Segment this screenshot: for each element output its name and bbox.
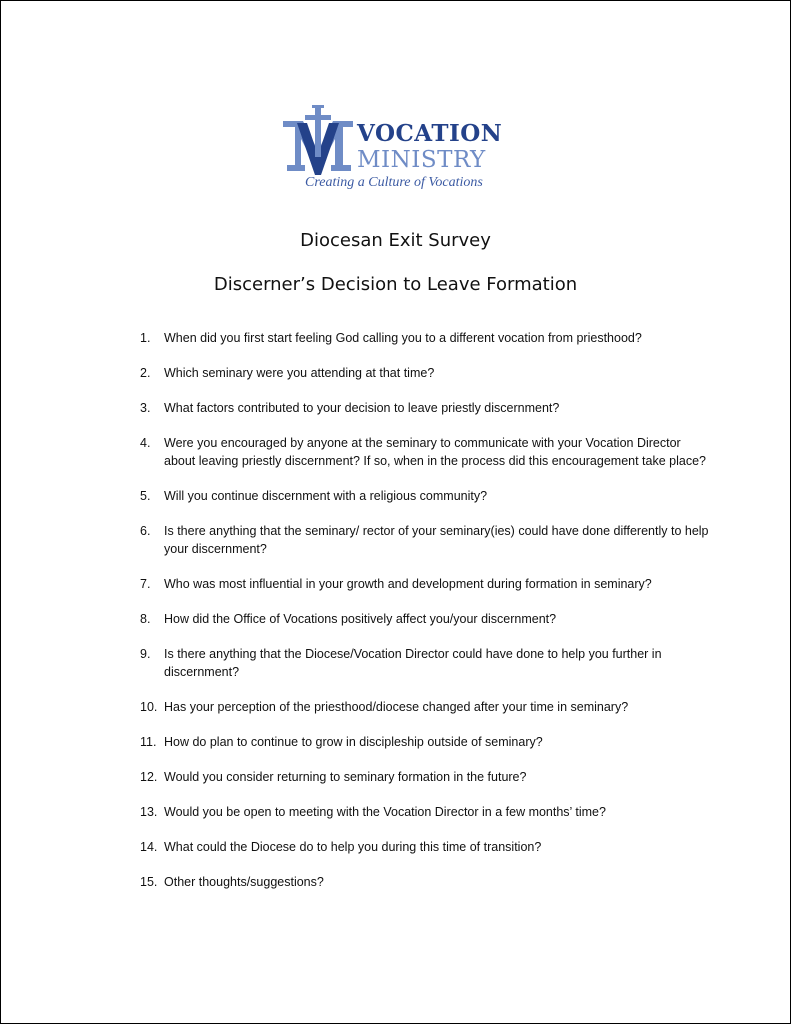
question-item bbox=[1, 698, 790, 716]
question-number: 2. bbox=[140, 366, 151, 380]
question-item bbox=[1, 329, 790, 347]
question-number: 12. bbox=[140, 770, 158, 784]
question-text: Other thoughts/suggestions? bbox=[164, 875, 324, 889]
question-number: 8. bbox=[140, 612, 151, 626]
question-item bbox=[1, 873, 790, 891]
question-item bbox=[1, 803, 790, 821]
question-list bbox=[1, 329, 790, 908]
question-text: Will you continue discernment with a religious community? bbox=[164, 489, 488, 503]
question-item bbox=[1, 645, 790, 681]
logo-tagline: Creating a Culture of Vocations bbox=[305, 175, 483, 190]
question-text: Is there anything that the seminary/ rector of your seminary(ies) could have done differently to help your discernment? bbox=[164, 524, 709, 556]
question-item bbox=[1, 434, 790, 470]
question-item bbox=[1, 733, 790, 751]
question-text: Would you be open to meeting with the Vocation Director in a few months’ time? bbox=[164, 805, 606, 819]
logo-word-vocation: VOCATION bbox=[357, 120, 503, 147]
question-text: What factors contributed to your decision to leave priestly discernment? bbox=[164, 401, 560, 415]
question-item bbox=[1, 522, 790, 558]
question-number: 1. bbox=[140, 331, 151, 345]
question-text: Has your perception of the priesthood/diocese changed after your time in seminary? bbox=[164, 700, 629, 714]
question-number: 5. bbox=[140, 489, 151, 503]
question-item bbox=[1, 768, 790, 786]
document-subtitle: Discerner’s Decision to Leave Formation bbox=[213, 274, 578, 295]
question-item bbox=[1, 575, 790, 593]
question-text: How did the Office of Vocations positively affect you/your discernment? bbox=[164, 612, 557, 626]
question-number: 14. bbox=[140, 840, 158, 854]
question-number: 4. bbox=[140, 436, 151, 450]
logo-word-ministry: MINISTRY bbox=[357, 147, 486, 173]
question-number: 15. bbox=[140, 875, 158, 889]
question-text: Were you encouraged by anyone at the seminary to communicate with your Vocation Director about leaving priestly discernment? If so, when in the process did this encouragement take place? bbox=[164, 436, 706, 468]
question-text: When did you first start feeling God calling you to a different vocation from priesthood? bbox=[164, 331, 642, 345]
question-text: Who was most influential in your growth and development during formation in seminary? bbox=[164, 577, 652, 591]
question-text: What could the Diocese do to help you during this time of transition? bbox=[164, 840, 542, 854]
question-number: 10. bbox=[140, 700, 158, 714]
question-item bbox=[1, 487, 790, 505]
question-item bbox=[1, 364, 790, 382]
question-text: Which seminary were you attending at that time? bbox=[164, 366, 435, 380]
question-item bbox=[1, 610, 790, 628]
cross-m-monogram-icon bbox=[281, 105, 355, 177]
question-text: Is there anything that the Diocese/Vocation Director could have done to help you further in discernment? bbox=[164, 647, 662, 679]
question-number: 11. bbox=[140, 735, 157, 749]
document-title: Diocesan Exit Survey bbox=[300, 230, 491, 251]
question-number: 6. bbox=[140, 524, 151, 538]
question-number: 7. bbox=[140, 577, 151, 591]
question-item bbox=[1, 838, 790, 856]
question-number: 13. bbox=[140, 805, 158, 819]
question-text: How do plan to continue to grow in discipleship outside of seminary? bbox=[164, 735, 543, 749]
question-item bbox=[1, 399, 790, 417]
vocation-ministry-logo bbox=[281, 105, 521, 195]
question-number: 9. bbox=[140, 647, 151, 661]
question-number: 3. bbox=[140, 401, 151, 415]
question-text: Would you consider returning to seminary formation in the future? bbox=[164, 770, 527, 784]
